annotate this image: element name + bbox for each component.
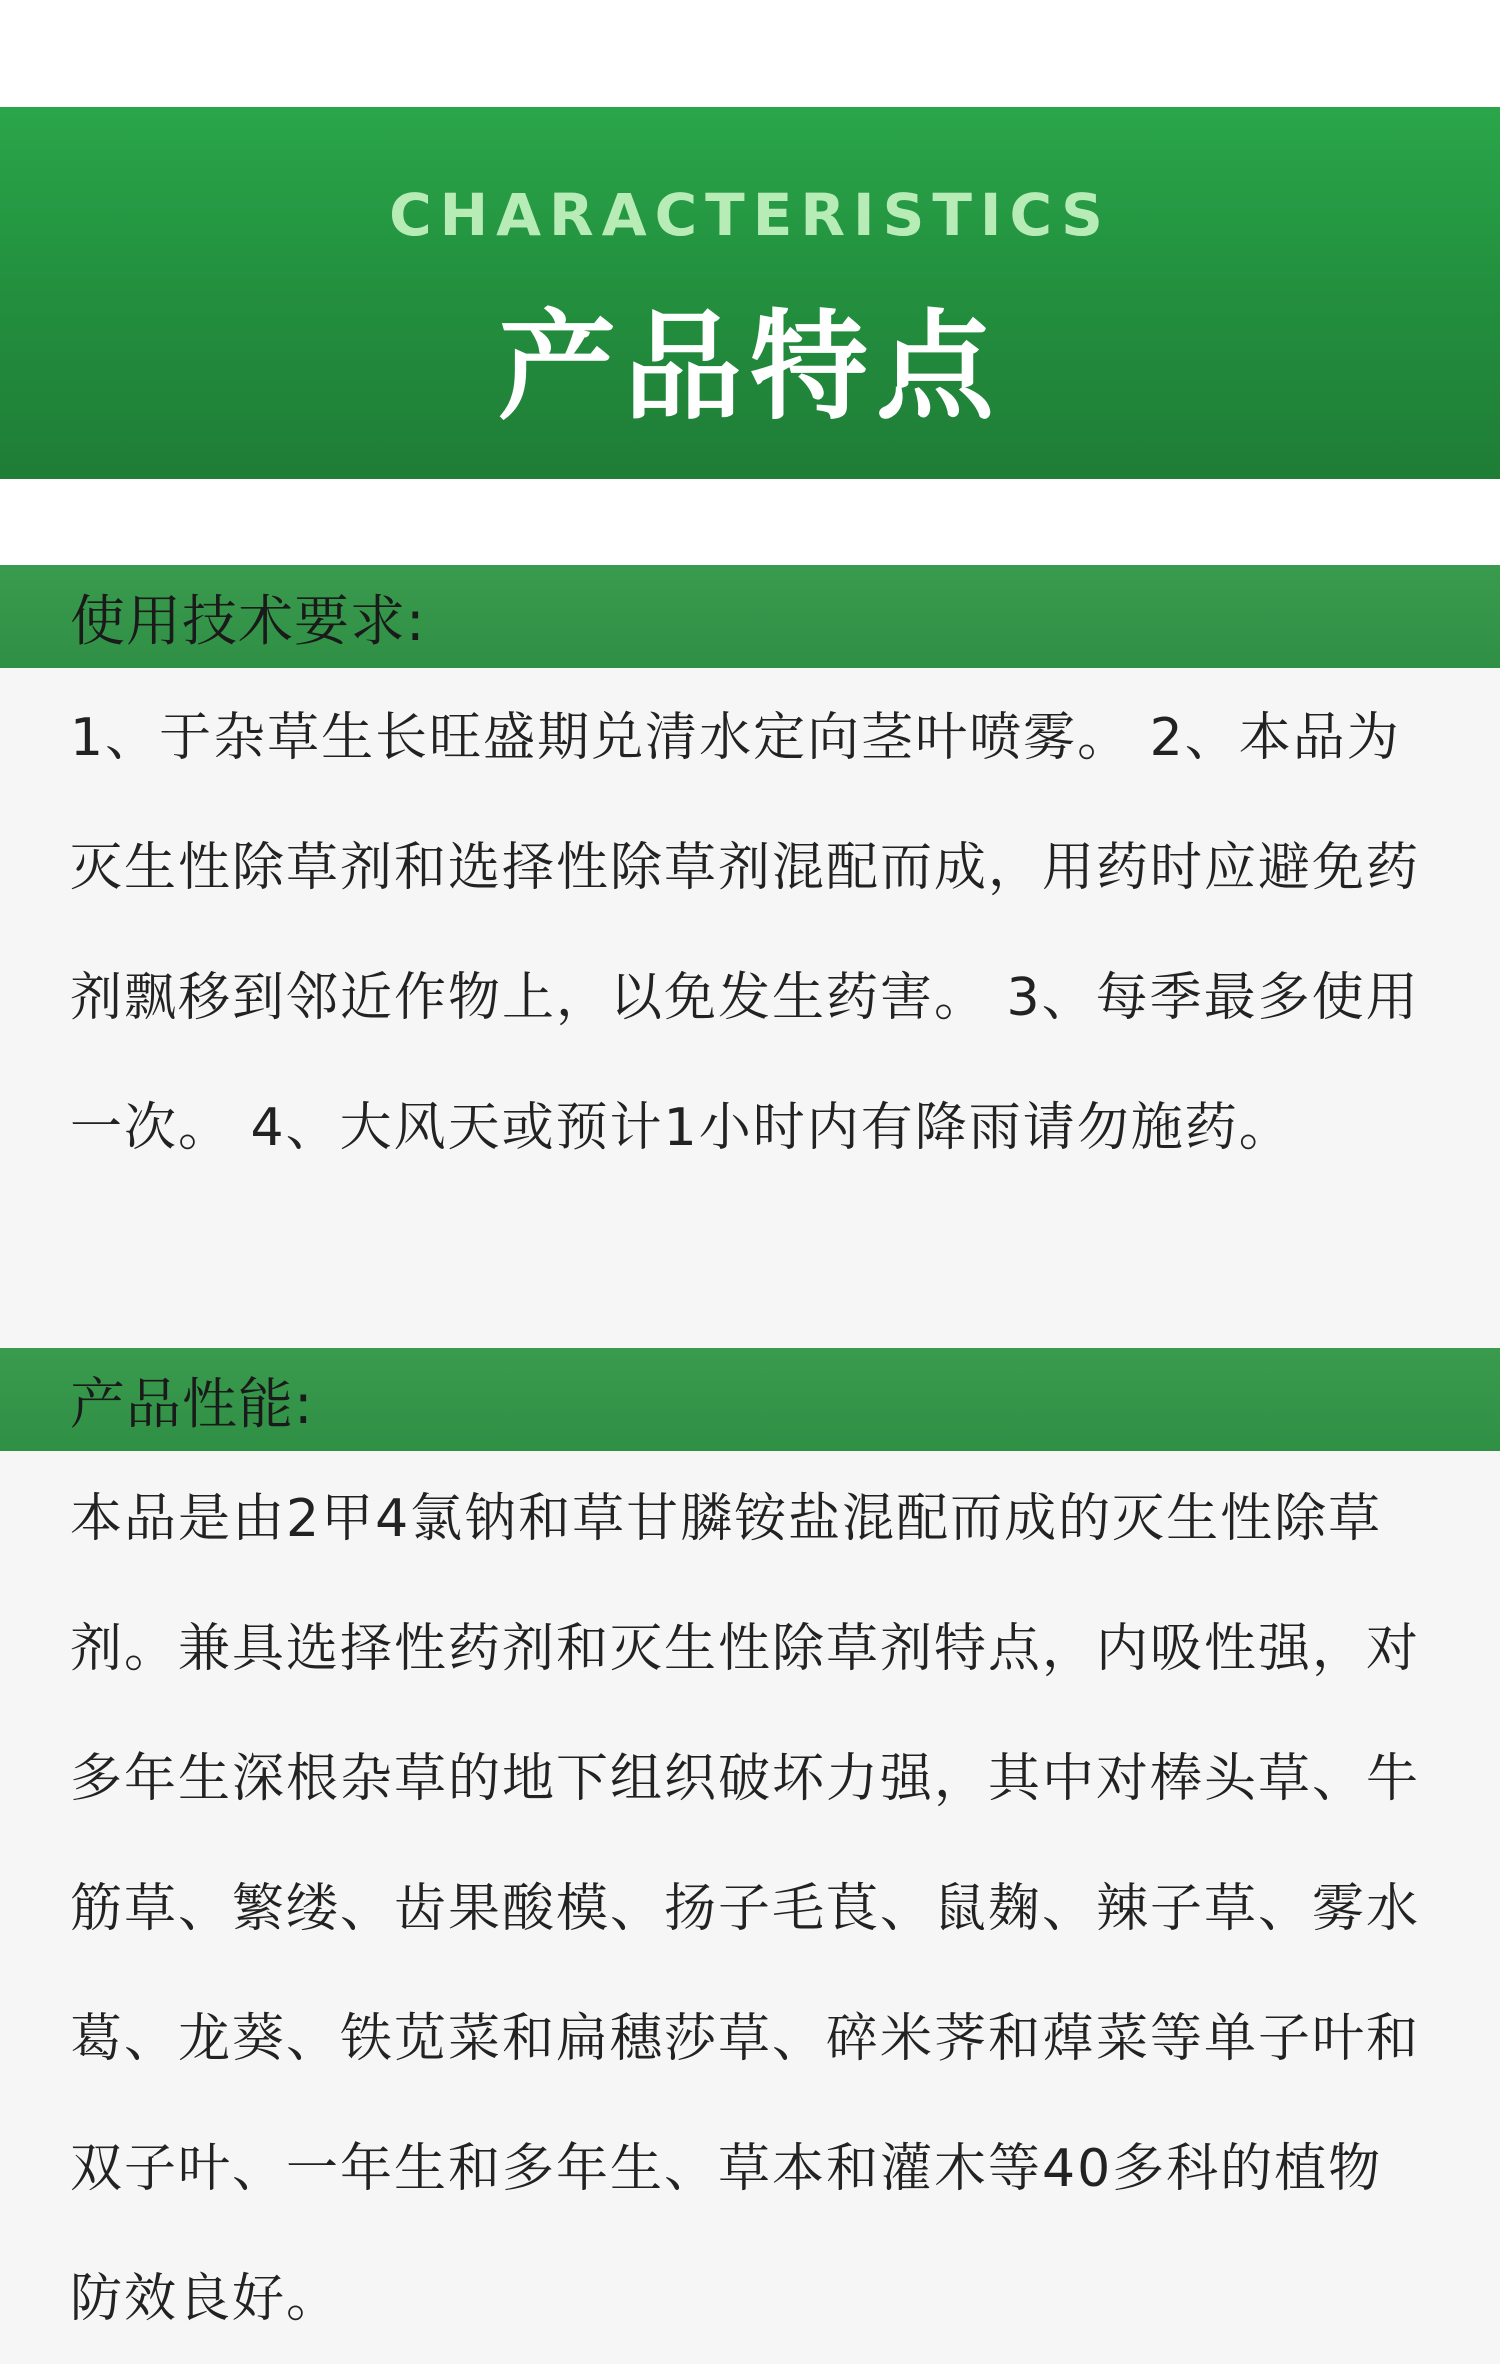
- performance-text: 本品是由2甲4氯钠和草甘膦铵盐混配而成的灭生性除草剂。兼具选择性药剂和灭生性除草剂特点，内吸性强，对多年生深根杂草的地下组织破坏力强，其中对棒头草、牛筋草、繁缕、齿果酸模、扬子毛茛、鼠麹、辣子草、雾水葛、龙葵、铁苋菜和扁穗莎草、碎米荠和蔊菜等单子叶和双子叶、一年生和多年生、草本和灌木等40多科的植物防效良好。: [70, 1489, 1421, 2329]
- section-spacer: [0, 479, 1500, 565]
- banner-title-en: CHARACTERISTICS: [389, 181, 1111, 249]
- characteristics-banner: [0, 107, 1500, 479]
- banner-title-zh: 产品特点: [497, 298, 1002, 436]
- performance-section-body: [0, 1451, 1500, 2364]
- usage-section-title: 使用技术要求:: [70, 589, 426, 653]
- performance-section-header: [0, 1348, 1500, 1451]
- usage-text: 1、于杂草生长旺盛期兑清水定向茎叶喷雾。 2、本品为灭生性除草剂和选择性除草剂混配而成，用药时应避免药剂飘移到邻近作物上，以免发生药害。 3、每季最多使用一次。 4、大风天或预计1小时内有降雨请勿施药。: [70, 708, 1421, 1158]
- usage-section-header: [0, 565, 1500, 668]
- top-spacer: [0, 0, 1500, 107]
- usage-section-body: [0, 668, 1500, 1348]
- performance-section-title: 产品性能:: [70, 1372, 314, 1436]
